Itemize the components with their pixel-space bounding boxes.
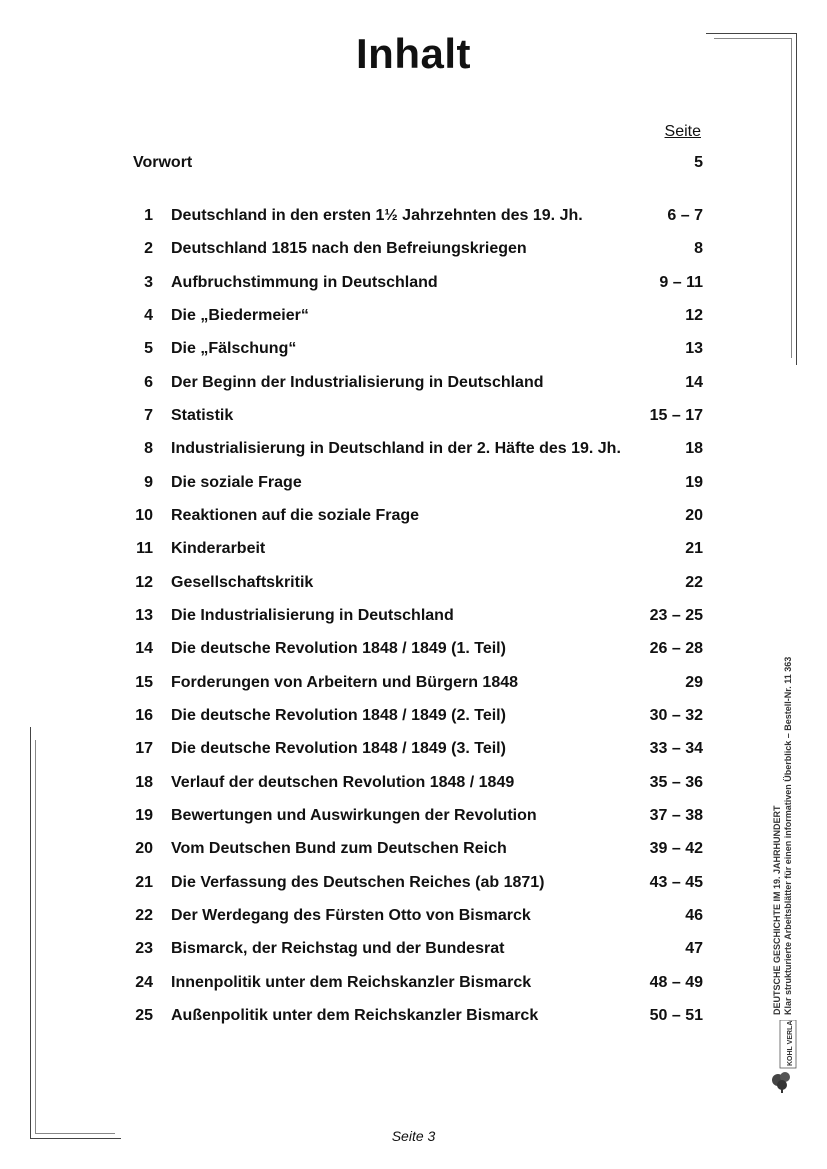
toc-entry[interactable] (133, 407, 703, 427)
toc-entry[interactable] (133, 440, 703, 460)
toc-entry-page: 35 – 36 (649, 774, 703, 791)
toc-entry-label: Gesellschaftskritik (171, 574, 314, 591)
toc-entry-number: 7 (144, 407, 153, 424)
publisher-logo (768, 1020, 798, 1094)
toc-entry-number: 9 (144, 474, 153, 491)
toc-entry-page: 8 (694, 240, 703, 257)
toc-entry[interactable] (133, 574, 703, 594)
toc-entry-page: 6 – 7 (667, 207, 703, 224)
frame-left-vertical-inner (35, 740, 36, 1133)
toc-entry-page: 20 (685, 507, 703, 524)
toc-entry-number: 1 (144, 207, 153, 224)
toc-entry-label: Deutschland in den ersten 1½ Jahrzehnten des 19. Jh. (171, 207, 583, 224)
toc-entry-label: Die Industrialisierung in Deutschland (171, 607, 454, 624)
toc-entry-page: 12 (685, 307, 703, 324)
frame-top-right-horizontal-inner (714, 38, 791, 39)
toc-entry-number: 11 (136, 540, 153, 557)
toc-entry-number: 18 (135, 774, 153, 791)
toc-entry-label: Die „Biedermeier“ (171, 307, 309, 324)
toc-entry-label: Innenpolitik unter dem Reichskanzler Bismarck (171, 974, 532, 991)
toc-entry-page: 43 – 45 (649, 874, 703, 891)
toc-entry-number: 14 (135, 640, 153, 657)
side-info-line2: Klar strukturierte Arbeitsblätter für einen informativen Überblick – Bestell-Nr. 11 363 (783, 656, 793, 1015)
toc-entry-page: 23 – 25 (649, 607, 703, 624)
page-column-header: Seite (664, 123, 701, 140)
toc-entry[interactable] (133, 207, 703, 227)
toc-entry[interactable] (133, 1007, 703, 1027)
toc-entry-label: Der Werdegang des Fürsten Otto von Bismarck (171, 907, 531, 924)
toc-entry-page: 26 – 28 (649, 640, 703, 657)
toc-entry-label: Industrialisierung in Deutschland in der 2. Häfte des 19. Jh. (171, 440, 621, 457)
toc-entry-number: 15 (135, 674, 153, 691)
page-footer: Seite 3 (391, 1128, 436, 1144)
toc-entry-number: 12 (135, 574, 153, 591)
toc-entry[interactable] (133, 507, 703, 527)
toc-entry[interactable] (133, 940, 703, 960)
toc-entry-label: Verlauf der deutschen Revolution 1848 / 1849 (171, 774, 515, 791)
toc-entry[interactable] (133, 807, 703, 827)
toc-entry[interactable] (133, 740, 703, 760)
toc-entry-number: 13 (135, 607, 153, 624)
toc-vorwort[interactable] (133, 154, 703, 174)
toc-entry[interactable] (133, 874, 703, 894)
toc-entry[interactable] (133, 474, 703, 494)
toc-entry[interactable] (133, 974, 703, 994)
toc-entry-page: 48 – 49 (649, 974, 703, 991)
toc-entry-label: Die „Fälschung“ (171, 340, 297, 357)
toc-entry-label: Die deutsche Revolution 1848 / 1849 (3. Teil) (171, 740, 506, 757)
toc-entry[interactable] (133, 374, 703, 394)
toc-entry-label: Außenpolitik unter dem Reichskanzler Bismarck (171, 1007, 539, 1024)
toc-entry-number: 22 (135, 907, 153, 924)
toc-entry-page: 15 – 17 (649, 407, 703, 424)
toc-entry-page: 22 (685, 574, 703, 591)
toc-entry-page: 39 – 42 (649, 840, 703, 857)
toc-entry-number: 17 (135, 740, 153, 757)
toc-entry[interactable] (133, 707, 703, 727)
toc-entry-page: 18 (685, 440, 703, 457)
toc-entry-page: 33 – 34 (649, 740, 703, 757)
toc-entry[interactable] (133, 307, 703, 327)
toc-entry-label: Deutschland 1815 nach den Befreiungskriegen (171, 240, 527, 257)
toc-entry-page: 13 (685, 340, 703, 357)
toc-entry-page: 47 (685, 940, 703, 957)
toc-entry[interactable] (133, 674, 703, 694)
toc-entry-number: 3 (144, 274, 153, 291)
side-publication-info (772, 595, 794, 1015)
frame-left-vertical (30, 727, 31, 1138)
toc-entry-number: 6 (144, 374, 153, 391)
toc-entry-page: 9 – 11 (659, 274, 703, 291)
frame-right-vertical-inner (791, 38, 792, 358)
toc-entry-label: Aufbruchstimmung in Deutschland (171, 274, 438, 291)
toc-entry-label: Der Beginn der Industrialisierung in Deutschland (171, 374, 544, 391)
toc-vorwort-label: Vorwort (133, 154, 193, 171)
toc-entry-page: 19 (685, 474, 703, 491)
toc-entry[interactable] (133, 340, 703, 360)
toc-entry-number: 8 (144, 440, 153, 457)
frame-right-vertical (796, 33, 797, 365)
toc-entry-label: Die deutsche Revolution 1848 / 1849 (2. Teil) (171, 707, 506, 724)
toc-entry-label: Forderungen von Arbeitern und Bürgern 1848 (171, 674, 519, 691)
toc-entry-label: Die deutsche Revolution 1848 / 1849 (1. Teil) (171, 640, 506, 657)
toc-entry-number: 4 (144, 307, 153, 324)
page-title: Inhalt (356, 30, 471, 77)
toc-entry-page: 46 (685, 907, 703, 924)
toc-entry-page: 30 – 32 (649, 707, 703, 724)
frame-top-right-horizontal (706, 33, 796, 34)
toc-entry[interactable] (133, 540, 703, 560)
toc-entry-page: 50 – 51 (649, 1007, 703, 1024)
toc-entry-label: Bewertungen und Auswirkungen der Revolution (171, 807, 537, 824)
side-info-line1: DEUTSCHE GESCHICHTE IM 19. JAHRHUNDERT (772, 805, 782, 1015)
toc-entry-number: 23 (135, 940, 153, 957)
toc-entry-label: Bismarck, der Reichstag und der Bundesrat (171, 940, 505, 957)
toc-entry-number: 5 (144, 340, 153, 357)
toc-entry-number: 25 (135, 1007, 153, 1024)
publisher-logo-text: KOHL VERLAG (787, 1020, 794, 1066)
toc-entry-label: Reaktionen auf die soziale Frage (171, 507, 420, 524)
toc-entry-page: 37 – 38 (649, 807, 703, 824)
toc-entry-number: 2 (144, 240, 153, 257)
toc-entry[interactable] (133, 907, 703, 927)
toc-entry[interactable] (133, 607, 703, 627)
toc-vorwort-page: 5 (694, 154, 703, 171)
toc-entry[interactable] (133, 840, 703, 860)
toc-entry-label: Die soziale Frage (171, 474, 302, 491)
toc-entry-label: Vom Deutschen Bund zum Deutschen Reich (171, 840, 507, 857)
toc-entry-page: 21 (685, 540, 703, 557)
toc-entry-number: 19 (135, 807, 153, 824)
toc-entry-label: Statistik (171, 407, 234, 424)
toc-entry-label: Kinderarbeit (171, 540, 266, 557)
toc-entry-number: 16 (135, 707, 153, 724)
toc-entry[interactable] (133, 640, 703, 660)
toc-entry-number: 10 (135, 507, 153, 524)
toc-entry-label: Die Verfassung des Deutschen Reiches (ab 1871) (171, 874, 545, 891)
toc-entry-number: 20 (135, 840, 153, 857)
toc-entry-page: 29 (685, 674, 703, 691)
toc-entry-number: 24 (135, 974, 153, 991)
toc-entry-number: 21 (135, 874, 153, 891)
toc-entry[interactable] (133, 274, 703, 294)
toc-entry[interactable] (133, 240, 703, 260)
toc-entry[interactable] (133, 774, 703, 794)
toc-entry-page: 14 (685, 374, 703, 391)
